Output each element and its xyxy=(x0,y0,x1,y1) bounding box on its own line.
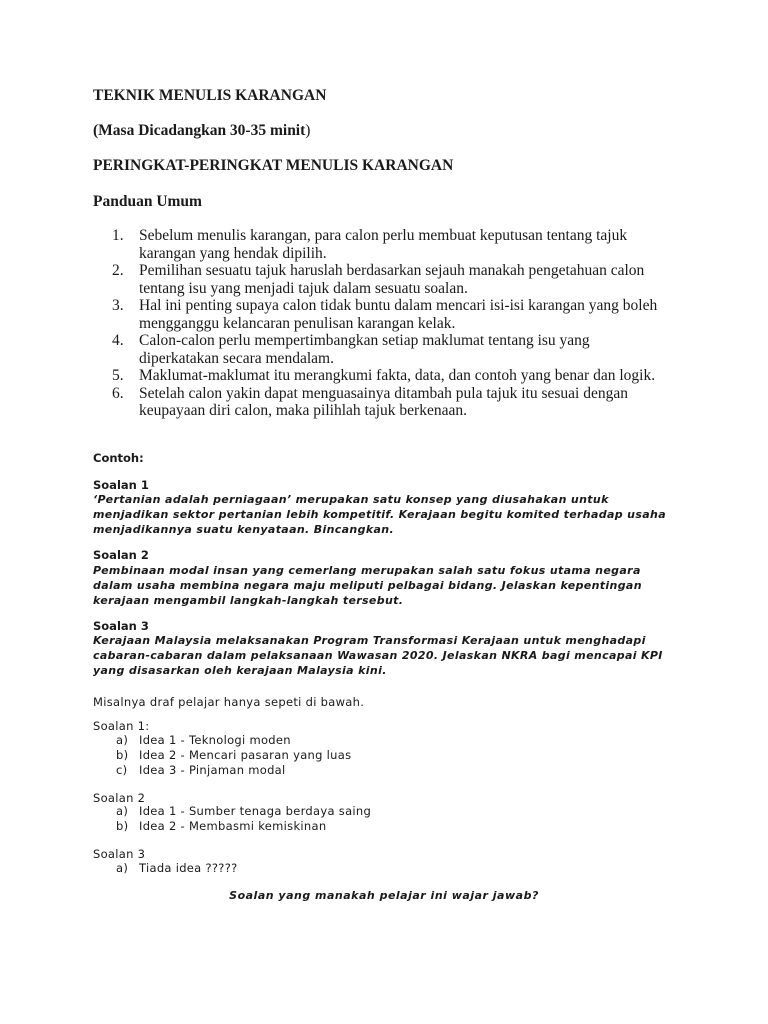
draft-item-text: Idea 2 - Mencari pasaran yang luas xyxy=(139,748,352,762)
guide-item xyxy=(112,227,672,262)
example-label: Contoh: xyxy=(93,451,144,465)
draft-item xyxy=(116,748,351,763)
draft-item-letter: b) xyxy=(116,819,129,833)
guide-item xyxy=(112,332,672,367)
guide-item-text: Pemilihan sesuatu tajuk haruslah berdasarkan sejauh manakah pengetahuan calon tentang isu yang menjadi tajuk dalam sesuatu soalan. xyxy=(139,262,645,297)
guide-item-number: 2. xyxy=(112,262,124,279)
question-1-label: Soalan 1 xyxy=(93,478,149,492)
guide-item-number: 6. xyxy=(112,384,124,402)
guide-item-number: 3. xyxy=(112,297,124,314)
draft-item xyxy=(116,733,351,748)
draft-item-letter: a) xyxy=(116,733,129,747)
draft-3-label: Soalan 3 xyxy=(93,847,146,861)
draft-item xyxy=(116,861,238,876)
question-2-text: Pembinaan modal insan yang cemerlang merupakan salah satu fokus utama negara dalam usaha membina negara maju meliputi pelbagai bidang. Jelaskan kepentingan kerajaan mengambil langkah-langkah tersebut. xyxy=(93,564,642,607)
question-1-text: ‘Pertanian adalah perniagaan’ merupakan satu konsep yang diusahakan untuk menjadikan sektor pertanian lebih kompetitif. Kerajaan begitu komited terhadap usaha menjadikannya suatu kenyataan. Bincangkan. xyxy=(93,493,666,536)
guide-item-number: 1. xyxy=(112,227,124,244)
draft-item-text: Idea 2 - Membasmi kemiskinan xyxy=(139,819,327,833)
draft-item-letter: c) xyxy=(116,763,128,777)
guide-item xyxy=(112,262,672,297)
guide-item xyxy=(112,367,672,385)
draft-item xyxy=(116,819,371,834)
document-title: TEKNIK MENULIS KARANGAN xyxy=(93,87,327,104)
draft-item xyxy=(116,763,351,778)
guide-item-number: 5. xyxy=(112,367,124,384)
guide-item-text: Sebelum menulis karangan, para calon perlu membuat keputusan tentang tajuk karangan yang hendak dipilih. xyxy=(139,227,628,262)
question-3-label: Soalan 3 xyxy=(93,619,149,633)
draft-2-list xyxy=(116,804,371,834)
guide-heading: Panduan Umum xyxy=(93,193,202,210)
guide-item-number: 4. xyxy=(112,332,124,349)
draft-1-list xyxy=(116,733,351,778)
closing-question: Soalan yang manakah pelajar ini wajar jawab? xyxy=(229,889,539,902)
guide-item-text: Setelah calon yakin dapat menguasainya ditambah pula tajuk itu sesuai dengan keupayaan diri calon, maka pilihlah tajuk berkenaan. xyxy=(139,384,628,419)
guide-item-text: Hal ini penting supaya calon tidak buntu dalam mencari isi-isi karangan yang boleh mengganggu kelancaran penulisan karangan kelak. xyxy=(139,297,658,332)
draft-3-list xyxy=(116,861,238,876)
draft-item-letter: a) xyxy=(116,861,129,875)
suggested-time-close: ) xyxy=(305,122,311,139)
draft-item-text: Idea 1 - Teknologi moden xyxy=(139,733,291,747)
guide-item-text: Calon-calon perlu mempertimbangkan setiap maklumat tentang isu yang diperkatakan secara mendalam. xyxy=(139,332,590,367)
guide-item xyxy=(112,297,672,332)
draft-item xyxy=(116,804,371,819)
draft-item-text: Idea 1 - Sumber tenaga berdaya saing xyxy=(139,804,372,818)
draft-item-text: Tiada idea ????? xyxy=(139,861,238,875)
draft-1-label: Soalan 1: xyxy=(93,719,150,733)
question-3-text: Kerajaan Malaysia melaksanakan Program Transformasi Kerajaan untuk menghadapi cabaran-cabaran dalam pelaksanaan Wawasan 2020. Jelaskan NKRA bagi mencapai KPI yang disasarkan oleh kerajaan Malaysia kini. xyxy=(93,634,663,677)
suggested-time xyxy=(93,122,310,140)
draft-intro: Misalnya draf pelajar hanya sepeti di bawah. xyxy=(93,695,365,709)
draft-2-label: Soalan 2 xyxy=(93,791,146,805)
stages-heading: PERINGKAT-PERINGKAT MENULIS KARANGAN xyxy=(93,157,454,174)
guide-list xyxy=(112,227,672,420)
question-2-label: Soalan 2 xyxy=(93,548,149,562)
suggested-time-text: (Masa Dicadangkan 30-35 minit xyxy=(93,122,306,139)
guide-item-text: Maklumat-maklumat itu merangkumi fakta, data, dan contoh yang benar dan logik. xyxy=(139,367,656,384)
draft-item-letter: a) xyxy=(116,804,129,818)
guide-item xyxy=(112,385,672,420)
draft-item-text: Idea 3 - Pinjaman modal xyxy=(139,763,286,777)
draft-item-letter: b) xyxy=(116,748,129,762)
